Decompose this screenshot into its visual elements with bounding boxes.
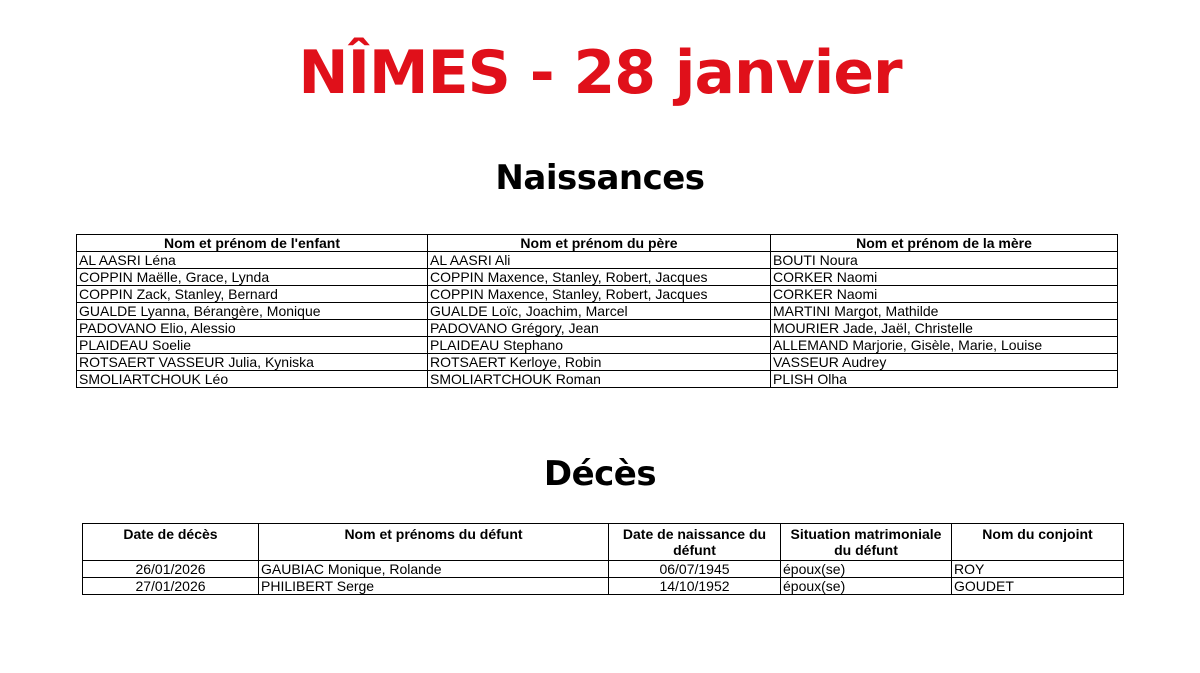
table-row [77, 354, 1118, 371]
cell-enfant: ROTSAERT VASSEUR Julia, Kyniska [77, 354, 428, 371]
table-row [77, 303, 1118, 320]
cell-pere: ROTSAERT Kerloye, Robin [428, 354, 771, 371]
deces-table [82, 523, 1124, 595]
table-row [77, 337, 1118, 354]
column-header-date-naissance: Date de naissance du défunt [609, 524, 781, 561]
cell-pere: COPPIN Maxence, Stanley, Robert, Jacques [428, 286, 771, 303]
cell-mere: MARTINI Margot, Mathilde [771, 303, 1118, 320]
column-header-enfant: Nom et prénom de l'enfant [77, 235, 428, 252]
cell-pere: GUALDE Loïc, Joachim, Marcel [428, 303, 771, 320]
cell-conjoint: ROY [952, 561, 1124, 578]
cell-mere: PLISH Olha [771, 371, 1118, 388]
cell-nom-defunt: GAUBIAC Monique, Rolande [259, 561, 609, 578]
column-header-conjoint: Nom du conjoint [952, 524, 1124, 561]
cell-date-deces: 26/01/2026 [83, 561, 259, 578]
table-header-row [83, 524, 1124, 561]
cell-pere: AL AASRI Ali [428, 252, 771, 269]
column-header-nom-defunt: Nom et prénoms du défunt [259, 524, 609, 561]
cell-mere: CORKER Naomi [771, 269, 1118, 286]
cell-enfant: PADOVANO Elio, Alessio [77, 320, 428, 337]
column-header-pere: Nom et prénom du père [428, 235, 771, 252]
naissances-table [76, 234, 1118, 388]
cell-pere: COPPIN Maxence, Stanley, Robert, Jacques [428, 269, 771, 286]
table-row [77, 320, 1118, 337]
cell-date-naissance: 14/10/1952 [609, 578, 781, 595]
cell-enfant: PLAIDEAU Soelie [77, 337, 428, 354]
cell-enfant: AL AASRI Léna [77, 252, 428, 269]
cell-pere: SMOLIARTCHOUK Roman [428, 371, 771, 388]
cell-nom-defunt: PHILIBERT Serge [259, 578, 609, 595]
column-header-situation: Situation matrimoniale du défunt [781, 524, 952, 561]
cell-mere: ALLEMAND Marjorie, Gisèle, Marie, Louise [771, 337, 1118, 354]
cell-date-deces: 27/01/2026 [83, 578, 259, 595]
cell-mere: MOURIER Jade, Jaël, Christelle [771, 320, 1118, 337]
table-row [77, 252, 1118, 269]
table-header-row [77, 235, 1118, 252]
cell-situation: époux(se) [781, 578, 952, 595]
cell-pere: PADOVANO Grégory, Jean [428, 320, 771, 337]
cell-mere: BOUTI Noura [771, 252, 1118, 269]
cell-enfant: COPPIN Zack, Stanley, Bernard [77, 286, 428, 303]
deces-heading: Décès [543, 454, 657, 494]
table-row [77, 286, 1118, 303]
cell-mere: VASSEUR Audrey [771, 354, 1118, 371]
naissances-heading: Naissances [495, 158, 705, 198]
column-header-mere: Nom et prénom de la mère [771, 235, 1118, 252]
cell-enfant: COPPIN Maëlle, Grace, Lynda [77, 269, 428, 286]
cell-mere: CORKER Naomi [771, 286, 1118, 303]
table-row [83, 578, 1124, 595]
cell-situation: époux(se) [781, 561, 952, 578]
cell-enfant: SMOLIARTCHOUK Léo [77, 371, 428, 388]
page-title: NÎMES - 28 janvier [298, 38, 902, 108]
table-row [77, 269, 1118, 286]
cell-date-naissance: 06/07/1945 [609, 561, 781, 578]
table-row [83, 561, 1124, 578]
cell-conjoint: GOUDET [952, 578, 1124, 595]
cell-enfant: GUALDE Lyanna, Bérangère, Monique [77, 303, 428, 320]
table-row [77, 371, 1118, 388]
column-header-date-deces: Date de décès [83, 524, 259, 561]
cell-pere: PLAIDEAU Stephano [428, 337, 771, 354]
